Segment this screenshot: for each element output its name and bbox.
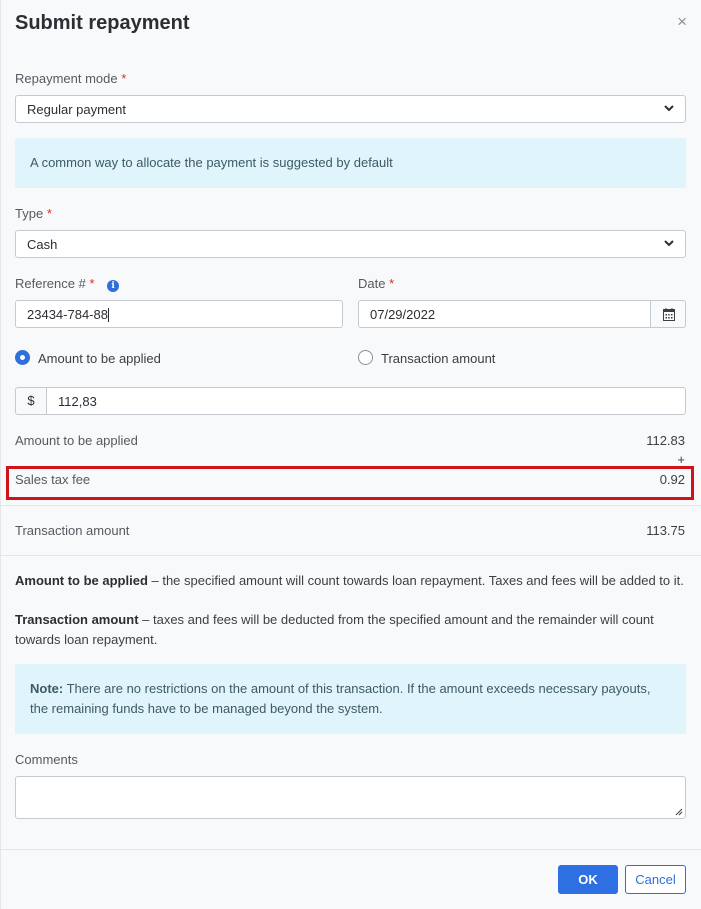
sales-tax-value: 0.92 (659, 472, 685, 487)
dialog-title: Submit repayment (15, 12, 190, 34)
repayment-mode-value: Regular payment (27, 102, 126, 117)
note-banner (15, 664, 686, 734)
required-marker: * (89, 276, 95, 291)
ok-button[interactable]: OK (558, 865, 618, 894)
footer-divider (1, 849, 701, 850)
date-input[interactable] (358, 300, 651, 328)
allocation-info-banner: A common way to allocate the payment is suggested by default (15, 138, 686, 188)
reference-label (15, 276, 119, 292)
resize-grip-icon[interactable] (674, 807, 683, 816)
calendar-button[interactable] (650, 300, 686, 328)
required-marker: * (121, 71, 127, 86)
summary-amount-value: 112.83 (646, 433, 685, 448)
transaction-amount-value: 113.75 (646, 523, 685, 538)
comments-label: Comments (15, 752, 78, 767)
type-value: Cash (27, 237, 58, 252)
type-label (15, 206, 52, 221)
note-text: There are no restrictions on the amount of this transaction. If the amount exceeds necessary payouts, the remaining funds have to be managed beyond the system. (30, 681, 651, 716)
reference-input[interactable] (15, 300, 343, 328)
close-icon[interactable]: × (677, 12, 687, 31)
amount-explanation (15, 571, 690, 591)
transaction-amount-radio-label[interactable]: Transaction amount (381, 351, 496, 366)
repayment-mode-label-text: Repayment mode (15, 71, 118, 86)
repayment-mode-label (15, 71, 126, 86)
sales-tax-label: Sales tax fee (15, 472, 91, 487)
amount-to-be-applied-radio[interactable] (15, 350, 30, 365)
chevron-down-icon (663, 102, 675, 114)
date-label (358, 276, 394, 291)
note-label: Note: (30, 681, 64, 696)
amount-explanation-text: – the specified amount will count towards loan repayment. Taxes and fees will be added to it. (147, 573, 684, 588)
comments-textarea[interactable] (15, 776, 686, 819)
amount-explanation-term: Amount to be applied (15, 573, 148, 588)
calendar-icon (663, 308, 675, 321)
reference-label-text: Reference # (15, 276, 86, 291)
required-marker: * (46, 206, 52, 221)
summary-amount-label: Amount to be applied (15, 433, 138, 448)
amount-input-value: 112,83 (58, 394, 97, 409)
divider (1, 505, 701, 506)
info-icon[interactable]: i (107, 280, 119, 292)
cancel-button[interactable]: Cancel (625, 865, 686, 894)
transaction-amount-radio[interactable] (358, 350, 373, 365)
transaction-explanation-term: Transaction amount (15, 612, 139, 627)
amount-input[interactable] (46, 387, 686, 415)
required-marker: * (389, 276, 395, 291)
date-label-text: Date (358, 276, 386, 291)
transaction-explanation-text: – taxes and fees will be deducted from the specified amount and the remainder will count towards loan repayment. (15, 612, 654, 647)
divider (1, 555, 701, 556)
text-cursor (108, 308, 109, 322)
sales-tax-highlight-box (6, 466, 694, 500)
type-select[interactable] (15, 230, 686, 258)
chevron-down-icon (663, 237, 675, 249)
reference-value: 23434-784-88 (27, 307, 108, 322)
plus-sign: + (677, 452, 685, 467)
amount-to-be-applied-radio-label[interactable]: Amount to be applied (38, 351, 161, 366)
repayment-mode-select[interactable] (15, 95, 686, 123)
transaction-amount-label: Transaction amount (15, 523, 130, 538)
transaction-explanation (15, 610, 690, 650)
type-label-text: Type (15, 206, 44, 221)
currency-prefix: $ (15, 387, 47, 415)
date-value: 07/29/2022 (370, 307, 436, 322)
